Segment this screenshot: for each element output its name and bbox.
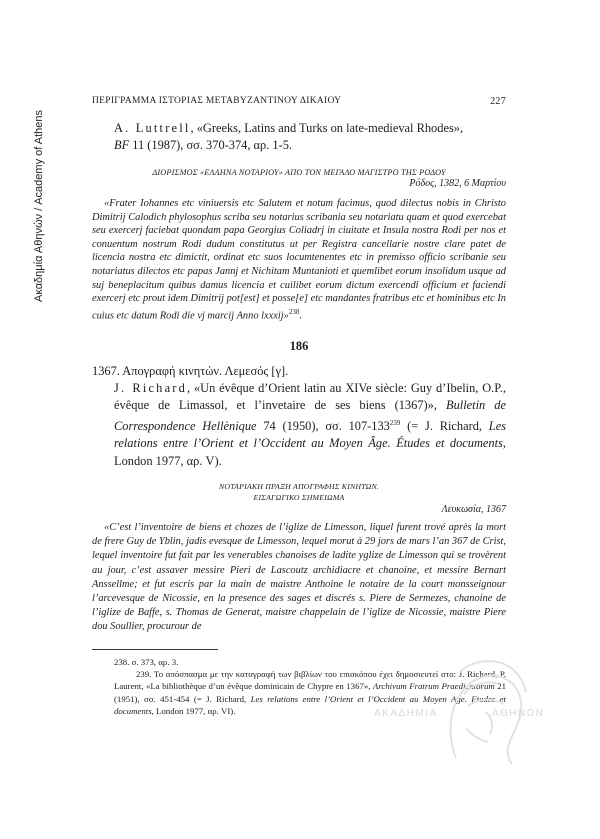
ref-author: A. Luttrell: [114, 121, 191, 135]
caption-line-2: ΕΙΣΑΓΩΓΙΚΟ ΣΗΜΕΙΩΜΑ: [253, 492, 345, 502]
footnote-238: 238. σ. 373, αρ. 3.: [114, 656, 179, 667]
footnote-239-book: Les relations entre l’Orient et l’Occident au Moyen Age. Etudes et documents: [114, 693, 506, 717]
latin-quote: «Frater Iohannes etc viniuersis etc Salutem et notum facimus, quod dilectus nobis in Christo Dimitrij Calodich phylosophus scriba seu notarius scribania seu notariatu quam et quod exercebat seu exercerj faciebat quondam papa Georgius Coliadrj in ciuitate et Insula nostra Rodi per nos et conuentum nostrum Rodi dudum constitutus ut per Registra cancellarie nostre clare patet de licencia nostra etc dimictit, ordinat etc suos locumtenentes etc in premisso officio scribanie seu notariatus dilectos etc papas Jannj et Nichitam Muntanioti et quemlibet eorum insolidum usque ad suj beneplacitum quibus damus licencia et cuilibet eorum dictum exercendi officium et faciendi exercerj etc prout idem Dimitrij pot[est] et posse[e] etc mandantes fratribus etc et hominibus etc In cuius etc datum Rodi die vj marcij Anno lxxxij»$^{238}$.: [92, 198, 506, 322]
footnote-239-journal: Archivum Fratrum Praedicatorum: [372, 681, 495, 692]
footnote-ref-238: 238: [288, 307, 300, 316]
entry-heading: 1367. Απογραφή κινητών. Λεμεσός [γ].: [92, 363, 289, 378]
ref-details: 11 (1987), σσ. 370-374, αρ. 1-5.: [129, 138, 293, 152]
reference-luttrell: [92, 120, 506, 154]
footnote-239-text: 239. Το απόσπασμα με την καταγραφή των βιβλίων του επισκόπου έχει δημοσιευτεί στο: J. Richard, P. Laurent, «La bibliothèque d’un évêque dominicain de Chypre en 1367»,: [114, 669, 506, 692]
entry-author: J. Richard: [114, 380, 187, 395]
ref-journal: BF: [114, 138, 130, 152]
page-body: [92, 120, 506, 718]
notarial-date: Λευκωσία, 1367: [441, 503, 506, 515]
notarial-caption: [92, 481, 506, 503]
academy-watermark: [368, 648, 578, 768]
footnote-divider: [92, 649, 218, 650]
entry-number: 186: [289, 338, 309, 353]
footnote-239-details: 21 (1951), σσ. 451-454 (= J. Richard,: [114, 681, 506, 704]
archive-side-label: Ακαδημία Αθηνών / Academy of Athens: [33, 109, 45, 302]
document-date: Ρόδος, 1382, 6 Μαρτίου: [409, 178, 506, 189]
french-quote: «C’est l’inventoire de biens et chozes de l’iglize de Limesson, liquel furent trové après la mort de frere Guy de Yblin, jadis evesque de Limesson, lequel morut à 29 jors de mars l’an 367 de Crist, lequel inventoire fut fait par les venerables chanoises de ladite yglize de Limesson qui se trovèrent au jour, c’est assaver messire Pieri de Lascoutz archidiacre et chanoine, et messire Bernart Anssellme; et fut escris par la main de maistre Anthoine le notaire de la court monsseignour l’arcevesque de Nicossie, en la presence des sages et discrés s. Piere de Sermezes, chanoine de l’iglize de Baffe, s. Thomas de Generat, maistre chappelain de l’iglize de Nicossie, maistre Piere dou Soullier, procurour de: [92, 521, 506, 633]
entry-reference: [92, 380, 506, 470]
watermark-right-text: ΑΘΗΝΩΝ: [492, 708, 545, 719]
entry-book: Les relations entre l’Orient et l’Occident au Moyen Âge. Études et documents: [114, 418, 507, 451]
caption-line-1: ΝΟΤΑΡΙΑΚΗ ΠΡΑΞΗ ΑΠΟΓΡΑΦΗΣ ΚΙΝΗΤΩΝ.: [218, 481, 380, 491]
entry-journal: Bulletin de Correspondence Hellènique: [114, 398, 506, 433]
ref-title: , «Greeks, Latins and Turks on late-medieval Rhodes»,: [190, 121, 464, 135]
running-header: [92, 96, 506, 107]
watermark-left-text: ΑΚΑΔΗΜΙΑ: [374, 708, 438, 719]
entry-part1: , «Un évêque d’Orient latin au XIVe siècle: Guy d’Ibelin, O.P., évêque de Limassol, et l’invetaire de ses biens (1367)»,: [114, 380, 506, 413]
page-number: 227: [490, 96, 506, 107]
document-caption: ΔΙΟΡΙΣΜΟΣ «ΕΛΛΗΝΑ ΝΟΤΑΡΙΟΥ» ΑΠΟ ΤΟΝ ΜΕΓΑΛΟ ΜΑΓΙΣΤΡΟ ΤΗΣ ΡΟΔΟΥ: [152, 168, 446, 177]
entry-part4: , London 1977, αρ. V).: [114, 436, 506, 468]
footnote-239-end: , London 1977, αρ. VI).: [151, 706, 236, 717]
quote-text: «Frater Iohannes etc viniuersis etc Salutem et notum facimus, quod dilectus nobis in Christo Dimitrij Calodich phylosophus scriba seu notarius scribania seu notariatu quam et quod exercebat seu exercerj faciebat quondam papa Georgius Coliadrj in ciuitate et Insula nostra Rodi per nos et conuentum nostrum Rodi dudum constitutus ut per Registra cancellarie nostre clare patet de licencia nostra etc dimictit, ordinat etc suos locumtenentes etc in premisso officio scribanie seu notariatus dilectos etc papas Jannj et Nichitam Muntanioti et quemlibet eorum insolidum usque ad suj beneplacitum quibus damus licencia et cuilibet eorum dictum exercendi officium et faciendi exercerj etc prout idem Dimitrij pot[est] et posse[e] etc mandantes fratribus etc et hominibus etc In cuius etc datum Rodi die vj marcij Anno lxxxij»: [92, 198, 506, 322]
entry-part2: 74 (1950), σσ. 107-133: [256, 418, 390, 433]
entry-part3: (= J. Richard,: [400, 418, 489, 433]
footnote-ref-239: 239: [389, 418, 401, 427]
running-header-title: ΠΕΡΙΓΡΑΜΜΑ ΙΣΤΟΡΙΑΣ ΜΕΤΑΒΥΖΑΝΤΙΝΟΥ ΔΙΚΑΙΟΥ: [92, 96, 342, 106]
